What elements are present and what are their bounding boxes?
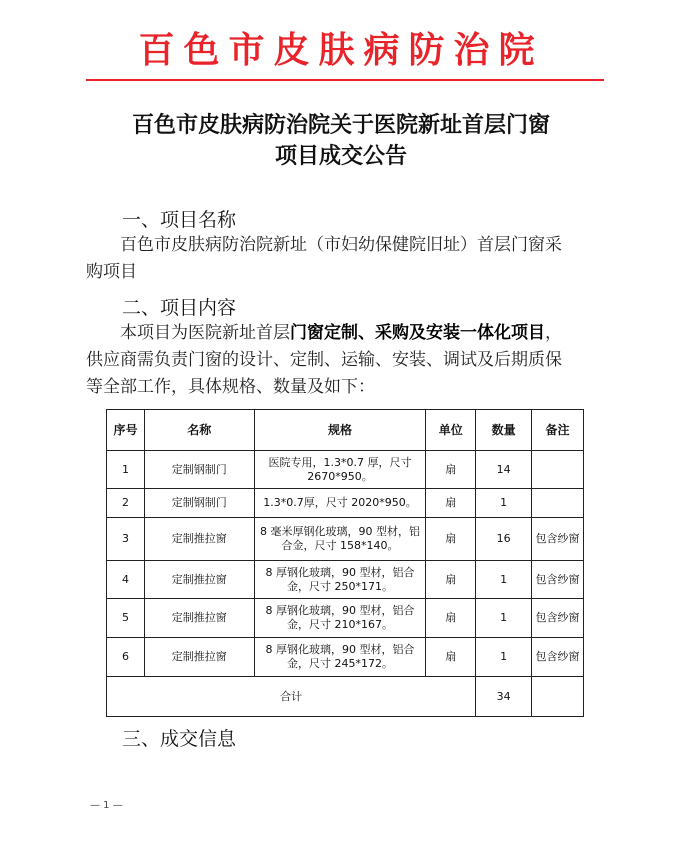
cell-unit: 扇 [426, 451, 476, 489]
table-row [107, 561, 584, 599]
header-unit: 单位 [426, 410, 476, 451]
cell-unit: 扇 [426, 489, 476, 518]
spec-table [106, 409, 584, 717]
cell-name: 定制推拉窗 [144, 561, 254, 599]
table-row [107, 451, 584, 489]
section-2-heading: 二、项目内容 [122, 297, 237, 319]
header-spec: 规格 [254, 410, 426, 451]
header-qty: 数量 [476, 410, 532, 451]
cell-name: 定制推拉窗 [144, 638, 254, 677]
cell-unit: 扇 [426, 518, 476, 561]
document-title [0, 110, 682, 172]
cell-spec: 8 毫米厚钢化玻璃，90 型材，铝合金，尺寸 158*140。 [254, 518, 426, 561]
table-row [107, 599, 584, 638]
section-1-body [86, 232, 600, 286]
section-2-text-post: ， [545, 323, 562, 343]
section-2-line-3: 等全部工作，具体规格、数量及如下： [86, 377, 375, 397]
total-note [532, 677, 584, 717]
cell-qty: 1 [476, 561, 532, 599]
cell-note [532, 451, 584, 489]
cell-name: 定制钢制门 [144, 451, 254, 489]
cell-no: 3 [107, 518, 145, 561]
header-name: 名称 [144, 410, 254, 451]
table-row [107, 489, 584, 518]
cell-no: 2 [107, 489, 145, 518]
cell-no: 5 [107, 599, 145, 638]
cell-qty: 16 [476, 518, 532, 561]
table-header-row [107, 410, 584, 451]
cell-no: 4 [107, 561, 145, 599]
cell-note: 包含纱窗 [532, 518, 584, 561]
page-number: — 1 — [90, 800, 123, 811]
total-label: 合计 [107, 677, 476, 717]
cell-spec: 8 厚钢化玻璃，90 型材，铝合金，尺寸 250*171。 [254, 561, 426, 599]
title-line-2: 项目成交公告 [274, 143, 407, 169]
cell-note [532, 489, 584, 518]
cell-name: 定制钢制门 [144, 489, 254, 518]
cell-unit: 扇 [426, 599, 476, 638]
section-2-line-1 [86, 320, 600, 347]
cell-no: 6 [107, 638, 145, 677]
section-2-text-pre: 本项目为医院新址首层 [120, 323, 290, 343]
cell-spec: 医院专用，1.3*0.7 厚，尺寸 2670*950。 [254, 451, 426, 489]
header-no: 序号 [107, 410, 145, 451]
section-2-line-2: 供应商需负责门窗的设计、定制、运输、安装、调试及后期质保 [86, 350, 562, 370]
table-row [107, 638, 584, 677]
cell-unit: 扇 [426, 561, 476, 599]
cell-qty: 1 [476, 599, 532, 638]
cell-spec: 8 厚钢化玻璃，90 型材，铝合金，尺寸 245*172。 [254, 638, 426, 677]
cell-spec: 8 厚钢化玻璃，90 型材，铝合金，尺寸 210*167。 [254, 599, 426, 638]
title-line-1: 百色市皮肤病防治院关于医院新址首层门窗 [131, 112, 550, 138]
table-total-row [107, 677, 584, 717]
total-qty: 34 [476, 677, 532, 717]
cell-name: 定制推拉窗 [144, 599, 254, 638]
cell-spec: 1.3*0.7厚，尺寸 2020*950。 [254, 489, 426, 518]
section-1-line-2: 购项目 [86, 262, 137, 282]
cell-note: 包含纱窗 [532, 638, 584, 677]
section-2-body [86, 320, 600, 401]
cell-name: 定制推拉窗 [144, 518, 254, 561]
cell-qty: 1 [476, 489, 532, 518]
masthead-title: 百色市皮肤病防治院 [138, 29, 544, 71]
red-divider [86, 79, 604, 81]
section-3-heading: 三、成交信息 [122, 728, 237, 750]
section-1-line-1: 百色市皮肤病防治院新址（市妇幼保健院旧址）首层门窗采 [120, 235, 562, 255]
table-row [107, 518, 584, 561]
cell-note: 包含纱窗 [532, 599, 584, 638]
header-note: 备注 [532, 410, 584, 451]
cell-qty: 1 [476, 638, 532, 677]
cell-unit: 扇 [426, 638, 476, 677]
section-1-heading: 一、项目名称 [122, 209, 237, 231]
section-2-text-bold: 门窗定制、采购及安装一体化项目 [290, 323, 545, 343]
cell-qty: 14 [476, 451, 532, 489]
cell-note: 包含纱窗 [532, 561, 584, 599]
cell-no: 1 [107, 451, 145, 489]
